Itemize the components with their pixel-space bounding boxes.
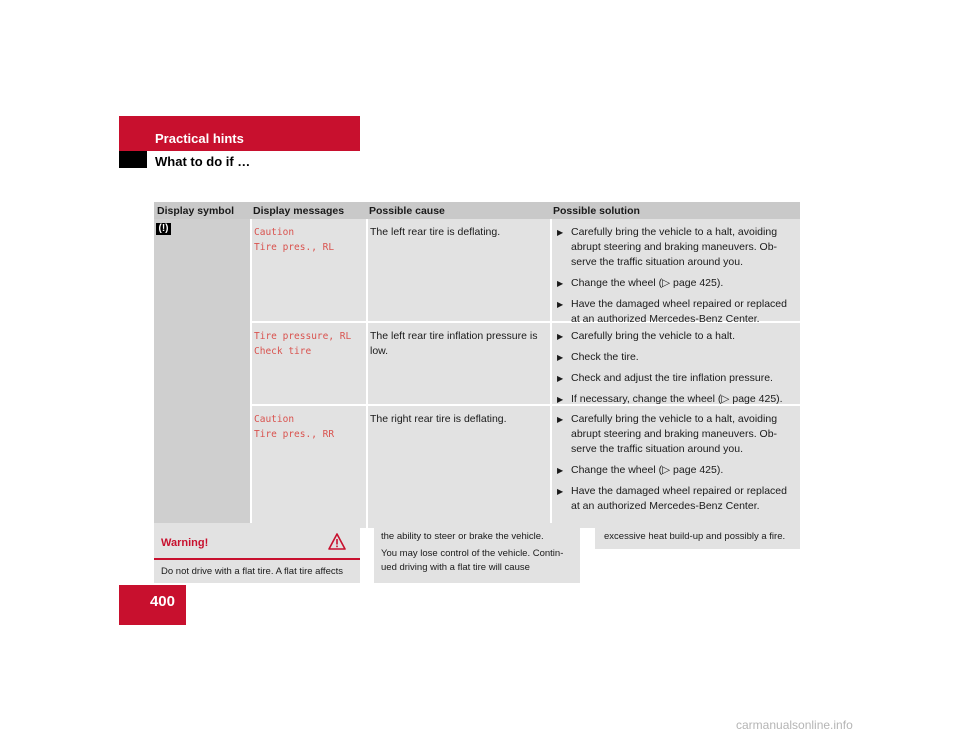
header-display-symbol: Display symbol <box>157 205 235 217</box>
bullet-icon: ▶ <box>557 300 564 309</box>
warning-text: Do not drive with a flat tire. A flat tire affects <box>161 566 343 577</box>
display-messages-table <box>154 202 800 528</box>
page-number: 400 <box>149 593 175 610</box>
possible-cause: The left rear tire is deflating. <box>366 219 550 321</box>
warning-text: the ability to steer or brake the vehicle. <box>381 531 544 542</box>
solution-item: ▶ Have the damaged wheel repaired or replaced at an authorized Mercedes-Benz Center. <box>557 485 787 512</box>
solution-item: ▶ Carefully bring the vehicle to a halt. <box>557 330 736 342</box>
solution-item: ▶ Change the wheel (▷ page 425). <box>557 464 724 476</box>
bullet-icon: ▶ <box>557 279 564 288</box>
subsection-title: What to do if … <box>155 154 251 169</box>
warning-continuation <box>374 523 580 583</box>
table-header <box>154 202 800 219</box>
bullet-icon: ▶ <box>557 466 564 475</box>
warning-text: excessive heat build-up and possibly a fire. <box>604 531 786 542</box>
bullet-icon: ▶ <box>557 395 564 404</box>
header-display-messages: Display messages <box>253 205 345 217</box>
solution-item: ▶ Carefully bring the vehicle to a halt, avoiding abrupt steering and braking maneuvers. Ob-serve the traffic situation around you. <box>557 413 778 455</box>
bullet-icon: ▶ <box>557 228 564 237</box>
possible-cause: The left rear tire inflation pressure is low. <box>366 323 550 404</box>
solution-item: ▶ Check the tire. <box>557 351 639 363</box>
bullet-icon: ▶ <box>557 353 564 362</box>
warning-divider <box>154 558 360 560</box>
display-message-line: Tire pres., RL <box>254 242 335 253</box>
warning-triangle-icon <box>328 533 346 550</box>
warning-box <box>154 523 360 583</box>
bullet-icon: ▶ <box>557 374 564 383</box>
table-row <box>250 406 800 528</box>
subsection-marker <box>119 151 147 168</box>
warning-title: Warning! <box>161 537 209 549</box>
header-possible-cause: Possible cause <box>369 205 445 217</box>
tire-pressure-warning-icon: (!) <box>156 223 171 235</box>
solution-item: ▶ Change the wheel (▷ page 425). <box>557 277 724 289</box>
bullet-icon: ▶ <box>557 332 564 341</box>
page-number-box <box>119 585 186 625</box>
possible-cause: The right rear tire is deflating. <box>366 406 550 528</box>
watermark: carmanualsonline.info <box>736 718 853 732</box>
solution-item: ▶ Carefully bring the vehicle to a halt, avoiding abrupt steering and braking maneuvers. Ob-serve the traffic situation around you. <box>557 226 778 268</box>
section-title: Practical hints <box>155 131 244 146</box>
warning-text: ued driving with a flat tire will cause <box>381 562 530 573</box>
warning-text: You may lose control of the vehicle. Contin- <box>381 548 564 559</box>
display-message-line: Caution <box>254 414 295 425</box>
display-message-line: Tire pressure, RL <box>254 331 352 342</box>
header-possible-solution: Possible solution <box>553 205 640 217</box>
display-message-line: Tire pres., RR <box>254 429 335 440</box>
symbol-column <box>154 219 250 528</box>
display-message-line: Check tire <box>254 346 312 357</box>
bullet-icon: ▶ <box>557 415 564 424</box>
table-row <box>250 323 800 406</box>
solution-item: ▶ Have the damaged wheel repaired or replaced at an authorized Mercedes-Benz Center. <box>557 298 787 325</box>
display-message-line: Caution <box>254 227 295 238</box>
solution-item: ▶ Check and adjust the tire inflation pressure. <box>557 372 773 384</box>
warning-continuation <box>595 523 800 549</box>
table-row <box>250 219 800 323</box>
solution-item: ▶ If necessary, change the wheel (▷ page 425). <box>557 393 783 405</box>
bullet-icon: ▶ <box>557 487 564 496</box>
